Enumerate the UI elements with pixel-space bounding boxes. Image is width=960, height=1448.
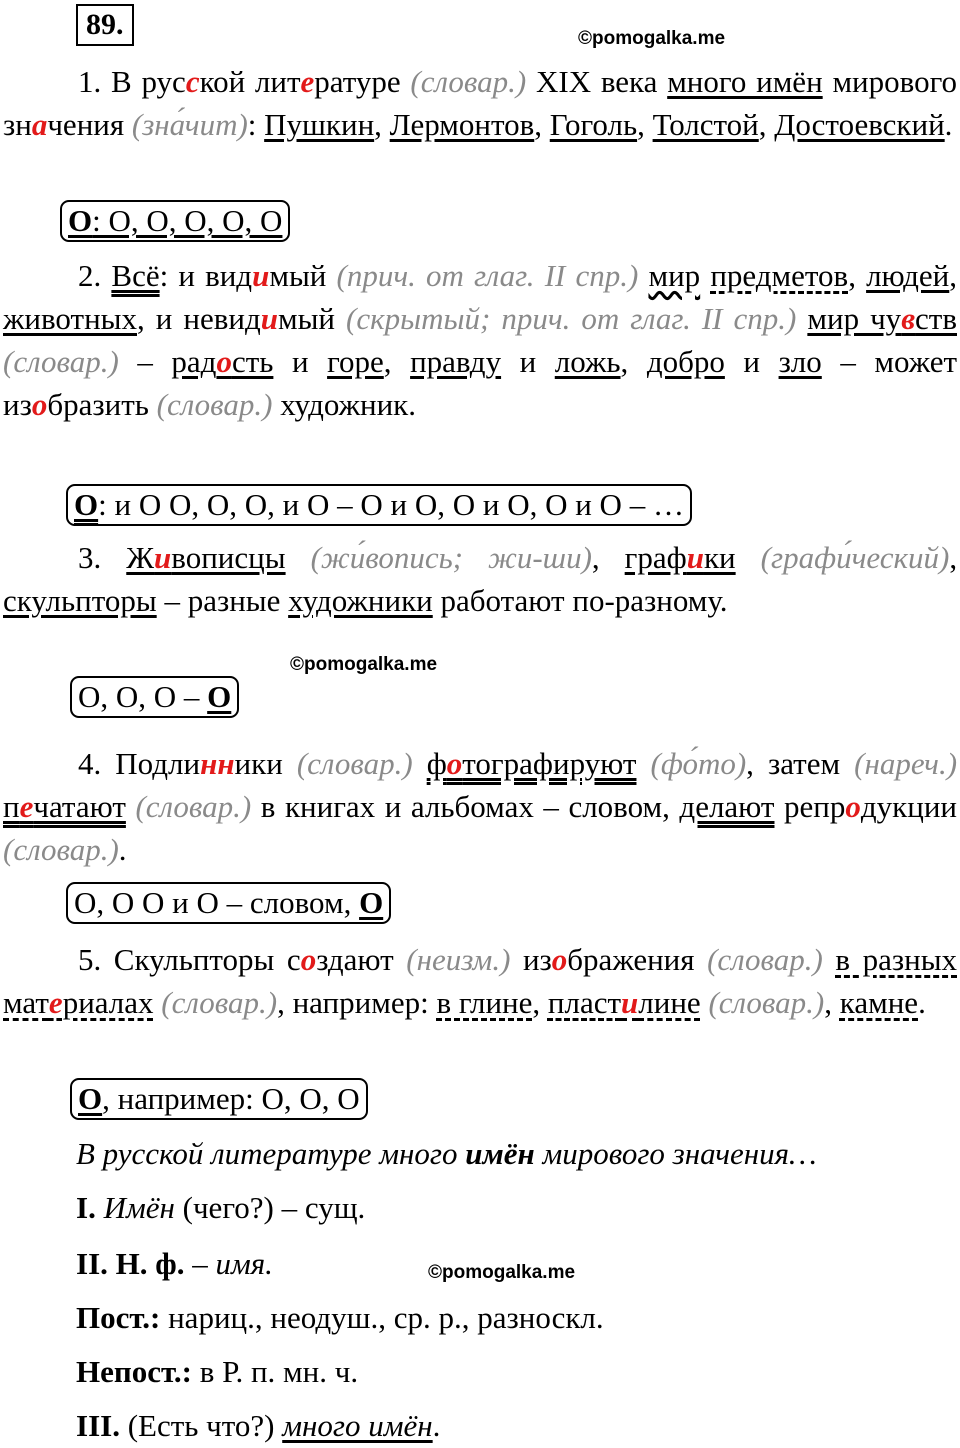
paragraph-4: 4. Подлинники (словар.) фотографируют (фо́то), затем (нареч.) печатают (словар.) в книгах и альбомах – словом, делают репродукции (словар.). [3, 746, 958, 867]
scheme-4: О, О О и О – словом, О [66, 882, 391, 924]
scheme-5: О, например: О, О, О [70, 1078, 368, 1120]
watermark: ©pomogalka.me [578, 28, 726, 49]
analysis-row-4: Непост.: в Р. п. мн. ч. [76, 1354, 359, 1389]
analysis-row-5: III. (Есть что?) много имён. [76, 1408, 441, 1443]
scheme-1: О: О, О, О, О, О [60, 200, 290, 242]
scheme-2: О: и О О, О, О, и О – О и О, О и О, О и О – … [66, 484, 692, 526]
exercise-number: 89. [76, 4, 134, 46]
watermark-2: ©pomogalka.me [290, 654, 438, 675]
analysis-row-1: I. Имён (чего?) – сущ. [76, 1190, 366, 1225]
scheme-3: О, О, О – О [70, 676, 239, 718]
paragraph-5: 5. Скульпторы создают (неизм.) изображения (словар.) в разных материалах (словар.), например: в глине, пластилине (словар.), камне. [3, 942, 958, 1020]
predicate: много имён [667, 64, 823, 99]
analysis-sentence: В русской литературе много имён мирового значения… [76, 1136, 817, 1171]
paragraph-2: 2. Всё: и видимый (прич. от глаг. II спр.) мир предметов, людей, животных, и невидимый (скрытый; прич. от глаг. II спр.) мир чувств (словар.) – радость и горе, правду и ложь, добро и зло – может изобразить (словар.) художник. [3, 258, 958, 422]
paragraph-1: 1. В русской литературе (словар.) XIX века много имён мирового значения (зна́чит): Пушкин, Лермонтов, Гоголь, Толстой, Достоевский. [3, 64, 958, 142]
analysis-row-3: Пост.: нариц., неодуш., ср. р., разноскл. [76, 1300, 604, 1335]
analysis-row-2: II. Н. ф. – имя. [76, 1246, 273, 1281]
paragraph-3: 3. Живописцы (жи́вопись; жи-ши), графики (графи́ческий), скульпторы – разные художники работают по-разному. [3, 540, 958, 618]
watermark-3: ©pomogalka.me [428, 1262, 576, 1283]
